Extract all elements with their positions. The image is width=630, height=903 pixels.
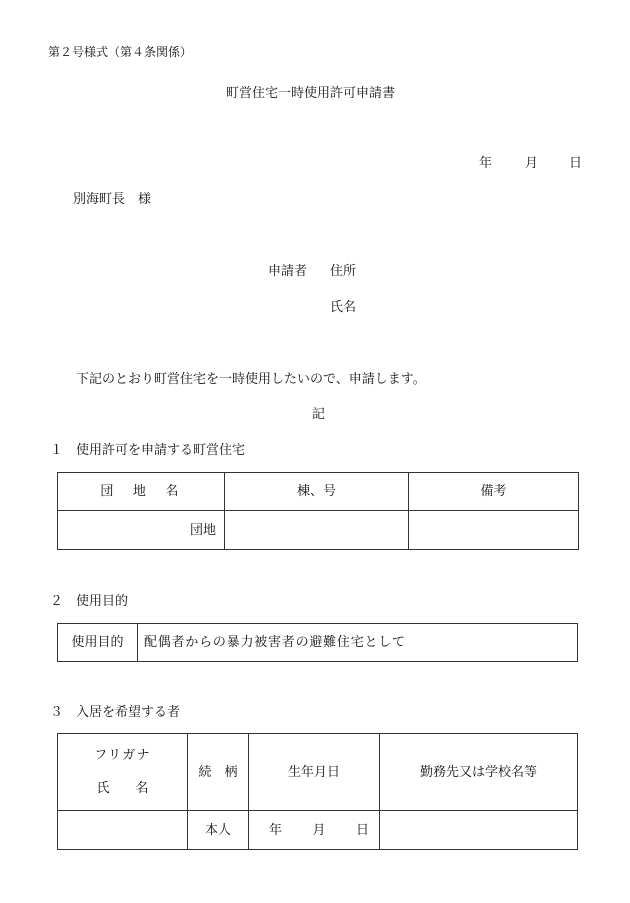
- purpose-label: 使用目的: [58, 624, 138, 662]
- resident-workplace-cell[interactable]: [380, 811, 578, 850]
- header-birthdate: 生年月日: [249, 734, 380, 811]
- page-title: 町営住宅一時使用許可申請書: [226, 86, 396, 101]
- date-month: 月: [525, 156, 539, 171]
- birth-day-label: 日: [355, 822, 369, 838]
- resident-relation-cell: 本人: [188, 811, 249, 850]
- danchi-suffix: 団地: [189, 522, 216, 538]
- header-building-number: 棟、号: [225, 473, 409, 511]
- statement-text: 下記のとおり町営住宅を一時使用したいので、申請します。: [76, 372, 426, 387]
- header-remarks: 備考: [409, 473, 579, 511]
- applicant-label: 申請者: [268, 264, 308, 279]
- header-danchi-name: 団 地 名: [58, 473, 225, 511]
- purpose-value: 配偶者からの暴力被害者の避難住宅として: [138, 624, 578, 662]
- applicant-name-label: 氏名: [330, 300, 357, 315]
- addressee: 別海町長 様: [73, 192, 152, 207]
- section3-heading: ３ 入居を希望する者: [50, 705, 181, 720]
- section1-heading: １ 使用許可を申請する町営住宅: [50, 443, 246, 458]
- ki-heading: 記: [312, 407, 326, 422]
- header-workplace: 勤務先又は学校名等: [380, 734, 578, 811]
- resident-birthdate-cell[interactable]: [249, 811, 380, 850]
- birth-month-label: 月: [312, 822, 326, 838]
- header-furigana: フリガナ: [94, 748, 151, 763]
- danchi-name-cell[interactable]: [58, 511, 225, 550]
- section2-heading: ２ 使用目的: [50, 594, 129, 609]
- header-furigana-name: [58, 734, 188, 811]
- resident-name-cell[interactable]: [58, 811, 188, 850]
- building-number-cell[interactable]: [225, 511, 409, 550]
- remarks-cell[interactable]: [409, 511, 579, 550]
- birth-year-label: 年: [269, 822, 283, 838]
- applicant-address-label: 住所: [330, 264, 357, 279]
- header-relation: 続 柄: [188, 734, 249, 811]
- housing-table: [57, 472, 579, 550]
- resident-table: [57, 733, 578, 850]
- header-name: 氏 名: [96, 781, 149, 796]
- date-year: 年: [479, 156, 493, 171]
- date-day: 日: [569, 156, 583, 171]
- purpose-table: [57, 623, 578, 662]
- form-number-label: 第２号様式（第４条関係）: [48, 45, 193, 59]
